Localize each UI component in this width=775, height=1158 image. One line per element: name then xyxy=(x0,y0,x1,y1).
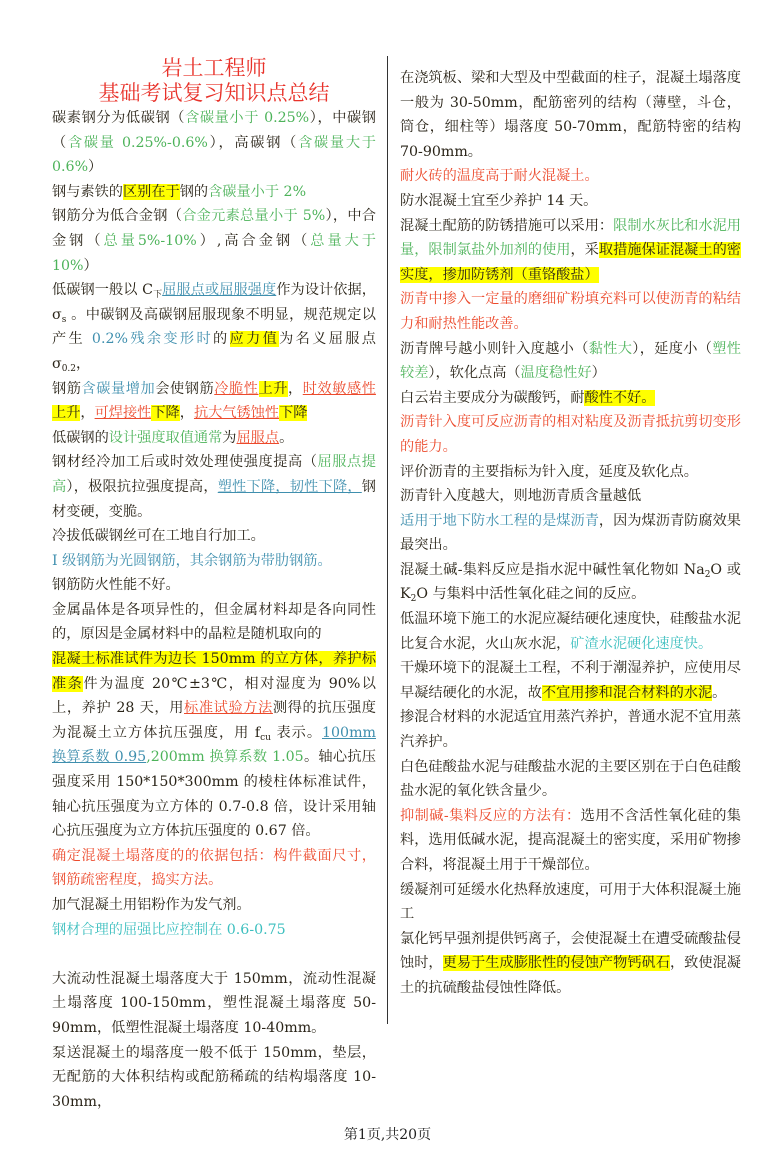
text-run: 矿渣水泥硬化速度快。 xyxy=(570,635,713,652)
text-run: 防水混凝土宜至少养护 14 天。 xyxy=(400,192,598,209)
text-run: ），中碳钢（ xyxy=(52,110,376,151)
text-run: 低温环境下施工的水泥应凝结硬化速度快，硅酸盐水泥比复合水泥，火山灰水泥， xyxy=(400,611,741,652)
paragraph xyxy=(400,509,741,558)
text-run: 白色硅酸盐水泥与硅酸盐水泥的主要区别在于白色硅酸盐水泥的氧化铁含量少。 xyxy=(400,758,741,800)
paragraph xyxy=(400,656,741,705)
text-run: 测得的抗压强度为混凝土立方体抗压强度，用 f xyxy=(52,700,376,741)
paragraph xyxy=(400,189,741,214)
paragraph xyxy=(400,337,741,386)
text-run: ）,高合金钢（ xyxy=(196,232,311,249)
paragraph xyxy=(52,377,376,426)
text-run: 混凝土配筋的防锈措施可以采用： xyxy=(400,217,614,234)
text-run: 确定混凝土塌落度的的依据包括：构件截面尺寸，钢筋疏密程度，捣实方法。 xyxy=(52,847,376,889)
text-run: 总量5%-10% xyxy=(103,232,197,249)
text-run: 选用不含活性氧化硅的集料，选用低碱水泥，提高混凝土的密实度，采用矿物掺合料，将混凝土用于干燥部位。 xyxy=(400,807,741,873)
text-run: 含碳量小于 2% xyxy=(208,183,307,200)
text-run: ，采 xyxy=(570,242,599,259)
paragraph xyxy=(400,558,741,607)
underlined-text: 冷脆性 xyxy=(214,380,259,397)
paragraph xyxy=(52,942,376,967)
text-run: 大流动性混凝土塌落度大于 150mm，流动性混凝土塌落度 100-150mm，塑性混凝土塌落度 50-90mm，低塑性混凝土塌落度 10-40mm。 xyxy=(52,970,376,1036)
text-run: ），软化点高（ xyxy=(428,365,521,382)
text-run: 会使钢筋 xyxy=(155,380,215,397)
paragraph xyxy=(52,524,376,549)
underlined-text: 塑性下降，韧性下降， xyxy=(217,478,362,495)
text-run: 含碳量小于 0.25% xyxy=(185,110,310,126)
text-run: 屈服点提高 xyxy=(52,454,376,495)
text-run: 作为设计依据，σ xyxy=(52,282,376,323)
paragraph xyxy=(400,705,741,754)
paragraph xyxy=(52,204,376,278)
text-run: ），延度小（ xyxy=(632,340,713,357)
paragraph xyxy=(400,755,741,804)
two-column-layout xyxy=(52,56,740,1114)
text-run: O 或 K xyxy=(400,561,741,603)
text-run: 干燥环境下的混凝土工程，不利于潮湿养护，应使用尽早凝结硬化的水泥，故 xyxy=(400,660,741,701)
highlighted-text: 取措施保证混凝土的密实度，掺加防锈剂（重铬酸盐） xyxy=(400,242,741,283)
text-run: cu xyxy=(260,732,271,743)
paragraph xyxy=(400,927,741,1001)
text-run: 低碳钢的 xyxy=(52,429,109,446)
highlighted-text: 更易于生成膨胀性的侵蚀产物钙矾石 xyxy=(442,955,670,972)
text-run: 钢筋分为低合金钢（ xyxy=(52,208,183,225)
text-run: 。 xyxy=(279,429,294,446)
text-run: 低碳钢一般以 C xyxy=(52,282,153,299)
right-column xyxy=(387,56,741,1024)
paragraph xyxy=(52,180,376,205)
text-run: 设计强度取值通常 xyxy=(108,429,223,446)
paragraph xyxy=(52,893,376,918)
highlighted-text: 下降 xyxy=(151,405,180,422)
underlined-text: 屈服点 xyxy=(236,429,280,446)
text-run: 表示。 xyxy=(270,724,322,741)
text-run: ），高碳钢（ xyxy=(207,134,299,151)
paragraph xyxy=(52,450,376,524)
text-run: 黏性大 xyxy=(588,340,633,357)
page-number: 第1页,共20页 xyxy=(343,1127,432,1144)
text-run: 为名义屈服点 σ xyxy=(52,331,376,372)
title-line-2: 基础考试复习知识点总结 xyxy=(98,81,330,105)
text-run: 2 xyxy=(410,594,417,605)
text-run: 含碳量大于 0.6% xyxy=(52,134,376,176)
paragraph xyxy=(400,164,741,189)
text-run: 。轴心抗压强度采用 150*150*300mm 的棱柱体标准试件，轴心抗压强度为立方体的 0.7-0.8 倍，设计采用轴心抗压强度为立方体抗压强度的 0.67 倍。 xyxy=(52,749,376,840)
text-run: ， xyxy=(76,355,91,372)
paragraph xyxy=(400,607,741,656)
text-run: s xyxy=(61,314,67,325)
paragraph xyxy=(400,878,741,927)
text-run: ， xyxy=(288,380,303,397)
paragraph xyxy=(52,426,376,451)
text-run: ， xyxy=(179,405,194,422)
paragraph xyxy=(400,214,741,288)
paragraph xyxy=(52,1041,376,1115)
paragraph xyxy=(400,66,741,164)
underlined-text: 抗大气锈蚀性 xyxy=(193,405,280,422)
text-run: 冷拔低碳钢丝可在工地自行加工。 xyxy=(52,528,265,545)
paragraph xyxy=(400,484,741,509)
underlined-text: 可焊接性 xyxy=(94,405,152,422)
text-run: 混凝土碱-集料反应是指水泥中碱性氧化物如 Na xyxy=(400,561,705,578)
text-run: 的 xyxy=(212,331,230,348)
paragraph xyxy=(52,549,376,574)
highlighted-text: 混凝土标准试件为边长 150mm 的立方体，养护标准条 xyxy=(52,651,376,692)
text-run: I 级钢筋为光圆钢筋，其余钢筋为带肋钢筋。 xyxy=(52,552,332,569)
text-run: 泵送混凝土的塌落度一般不低于 150mm，垫层，无配筋的大体积结构或配筋稀疏的结构塌落度 10-30mm， xyxy=(52,1044,376,1110)
text-run: 含碳量增加 xyxy=(81,380,156,397)
text-run: 含碳量 0.25%-0.6% xyxy=(67,134,208,151)
paragraph xyxy=(52,106,376,180)
text-run: 。 xyxy=(712,684,727,701)
text-run: 钢筋防火性能不好。 xyxy=(52,577,180,594)
text-run: 钢的 xyxy=(179,183,209,200)
text-run: 沥青针入度越大，则地沥青质含量越低 xyxy=(400,488,642,505)
text-run: 在浇筑板、梁和大型及中型截面的柱子，混凝土塌落度一般为 30-50mm，配筋密列的结构（薄壁，斗仓，筒仓，细柱等）塌落度 50-70mm，配筋特密的结构 70-90mm。 xyxy=(400,70,741,160)
paragraph xyxy=(400,386,741,411)
underlined-text: 标准试验方法 xyxy=(184,700,273,717)
text-run: 钢材变硬，变脆。 xyxy=(52,478,376,520)
text-run: 0.2 xyxy=(61,363,77,374)
paragraph xyxy=(52,918,376,943)
text-run: 碳素钢分为低碳钢（ xyxy=(52,110,186,126)
text-run: ） xyxy=(88,159,103,176)
document-title xyxy=(52,56,376,106)
text-run: 耐火砖的温度高于耐火混凝土。 xyxy=(400,168,599,185)
highlighted-text: 不宜用掺和混合材料的水泥 xyxy=(541,684,713,701)
text-run: 掺混合材料的水泥适宜用蒸汽养护，普通水泥不宜用蒸汽养护。 xyxy=(400,709,741,751)
text-run: ，因为煤沥青防腐效果最突出。 xyxy=(400,512,741,554)
text-run: 2 xyxy=(704,569,711,580)
text-run: 下 xyxy=(153,290,163,301)
text-run: 限制水灰比和水泥用量，限制氯盐外加剂的使用 xyxy=(400,217,741,259)
paragraph xyxy=(52,598,376,647)
highlighted-text: 酸性不好。 xyxy=(584,389,656,406)
text-run: O 与集料中活性氧化硅之间的反应。 xyxy=(416,586,646,603)
text-run: 钢筋 xyxy=(52,380,82,397)
underlined-text: 100mm 换算系数 0.95 xyxy=(52,724,376,766)
text-run: 氯化钙早强剂提供钙离子，会使混凝土在遭受硫酸盐侵蚀时， xyxy=(400,930,741,972)
highlighted-text: 应力值 xyxy=(229,331,280,348)
paragraph xyxy=(52,844,376,893)
highlighted-text: 下降 xyxy=(279,405,308,422)
paragraph xyxy=(400,410,741,459)
text-run: 。中碳钢及高碳钢屈服现象不明显，规范规定以产生 xyxy=(52,306,376,348)
text-run: 沥青针入度可反应沥青的相对粘度及沥青抵抗剪切变形的能力。 xyxy=(400,414,741,455)
highlighted-text: 上升 xyxy=(52,405,81,422)
text-run: ， xyxy=(80,405,95,422)
text-run: 缓凝剂可延缓水化热释放速度，可用于大体积混凝土施工 xyxy=(400,881,741,923)
text-run: 钢材合理的屈强比应控制在 0.6-0.75 xyxy=(52,921,286,938)
text-run: 温度稳性好 xyxy=(520,365,592,382)
text-run: 适用于地下防水工程的是煤沥青 xyxy=(400,512,599,529)
text-run: 合金元素总量小于 5% xyxy=(182,208,326,225)
paragraph xyxy=(52,278,376,376)
paragraph xyxy=(400,804,741,878)
highlighted-text: 上升 xyxy=(258,380,288,397)
text-run: ） xyxy=(83,257,98,274)
text-run: 总量大于 10% xyxy=(52,232,376,274)
left-cell xyxy=(52,56,376,1114)
text-run: 评价沥青的主要指标为针入度，延度及软化点。 xyxy=(400,463,698,480)
text-run: ,200mm 换算系数 1.05 xyxy=(146,749,304,766)
underlined-text: 时效敏感性 xyxy=(302,380,376,397)
text-run: 0.2%残余变形时 xyxy=(85,331,213,348)
text-run: 金属晶体是各项异性的，但金属材料却是各向同性的，原因是金属材料中的晶粒是随机取向的 xyxy=(52,601,376,643)
text-run: 钢与素铁的 xyxy=(52,183,123,200)
text-run: ），极限抗拉强度提高， xyxy=(66,478,218,495)
text-run: 件为温度 20℃±3℃，相对湿度为 90%以上，养护 28 天，用 xyxy=(52,675,376,717)
paragraph xyxy=(400,287,741,336)
highlighted-text: 区别在于 xyxy=(122,183,180,200)
text-run: 沥青牌号越小则针入度越小（ xyxy=(400,340,589,357)
text-run: 白云岩主要成分为碳酸钙，耐 xyxy=(400,389,585,406)
title-line-1: 岩土工程师 xyxy=(161,56,267,80)
text-run: ），中合金钢（ xyxy=(52,208,376,249)
text-run: ） xyxy=(591,365,606,382)
text-run: 加气混凝土用铝粉作为发气剂。 xyxy=(52,897,251,913)
text-run: 为 xyxy=(222,429,237,446)
text-run: 钢材经冷加工后或时效处理使强度提高（ xyxy=(52,454,318,471)
left-column xyxy=(52,106,376,1114)
paragraph xyxy=(52,647,376,844)
text-run: 塑性较差 xyxy=(400,340,741,382)
paragraph xyxy=(52,573,376,598)
underlined-text: 屈服点或屈服强度 xyxy=(162,282,277,299)
paragraph xyxy=(400,460,741,485)
text-run: 抑制碱-集料反应的方法有： xyxy=(400,807,581,824)
paragraph xyxy=(52,967,376,1041)
text-run: ，致使混凝土的抗硫酸盐侵蚀性降低。 xyxy=(400,955,741,996)
text-run: 沥青中掺入一定量的磨细矿粉填充料可以使沥青的粘结力和耐热性能改善。 xyxy=(400,291,741,332)
